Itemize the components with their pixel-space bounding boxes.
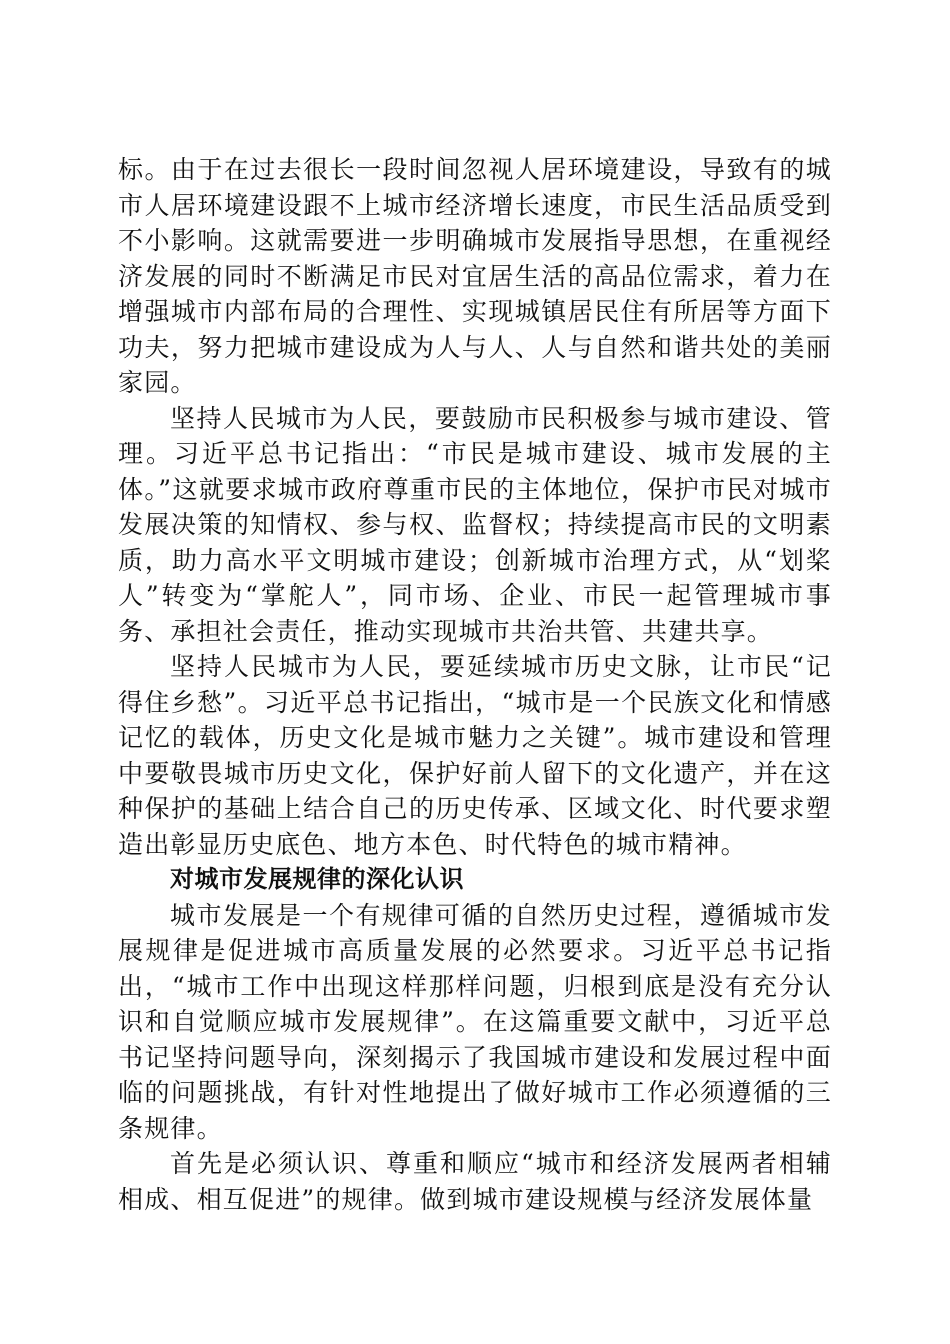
paragraph-2: 坚持人民城市为人民，要鼓励市民积极参与城市建设、管理。习近平总书记指出：“市民是城市建设、城市发展的主体。”这就要求城市政府尊重市民的主体地位，保护市民对城市发展决策的知情权、参与权、监督权；持续提高市民的文明素质，助力高水平文明城市建设；创新城市治理方式，从“划桨人”转变为“掌舵人”，同市场、企业、市民一起管理城市事务、承担社会责任，推动实现城市共治共管、共建共享。 — [118, 403, 832, 646]
paragraph-3: 坚持人民城市为人民，要延续城市历史文脉，让市民“记得住乡愁”。习近平总书记指出，“城市是一个民族文化和情感记忆的载体，历史文化是城市魅力之关键”。城市建设和管理中要敬畏城市历史文化，保护好前人留下的文化遗产，并在这种保护的基础上结合自己的历史传承、区域文化、时代要求塑造出彰显历史底色、地方本色、时代特色的城市精神。 — [118, 652, 832, 859]
section-heading: 对城市发展规律的深化认识 — [170, 865, 464, 893]
document-body — [118, 152, 832, 1217]
paragraph-4: 城市发展是一个有规律可循的自然历史过程，遵循城市发展规律是促进城市高质量发展的必然要求。习近平总书记指出，“城市工作中出现这样那样问题，归根到底是没有充分认识和自觉顺应城市发展规律”。在这篇重要文献中，习近平总书记坚持问题导向，深刻揭示了我国城市建设和发展过程中面临的问题挑战，有针对性地提出了做好城市工作必须遵循的三条规律。 — [118, 900, 832, 1143]
paragraph-1: 标。由于在过去很长一段时间忽视人居环境建设，导致有的城市人居环境建设跟不上城市经济增长速度，市民生活品质受到不小影响。这就需要进一步明确城市发展指导思想，在重视经济发展的同时不断满足市民对宜居生活的高品位需求，着力在增强城市内部布局的合理性、实现城镇居民住有所居等方面下功夫，努力把城市建设成为人与人、人与自然和谐共处的美丽家园。 — [118, 155, 832, 397]
paragraph-5: 首先是必须认识、尊重和顺应“城市和经济发展两者相辅相成、相互促进”的规律。做到城市建设规模与经济发展体量 — [118, 1149, 832, 1214]
